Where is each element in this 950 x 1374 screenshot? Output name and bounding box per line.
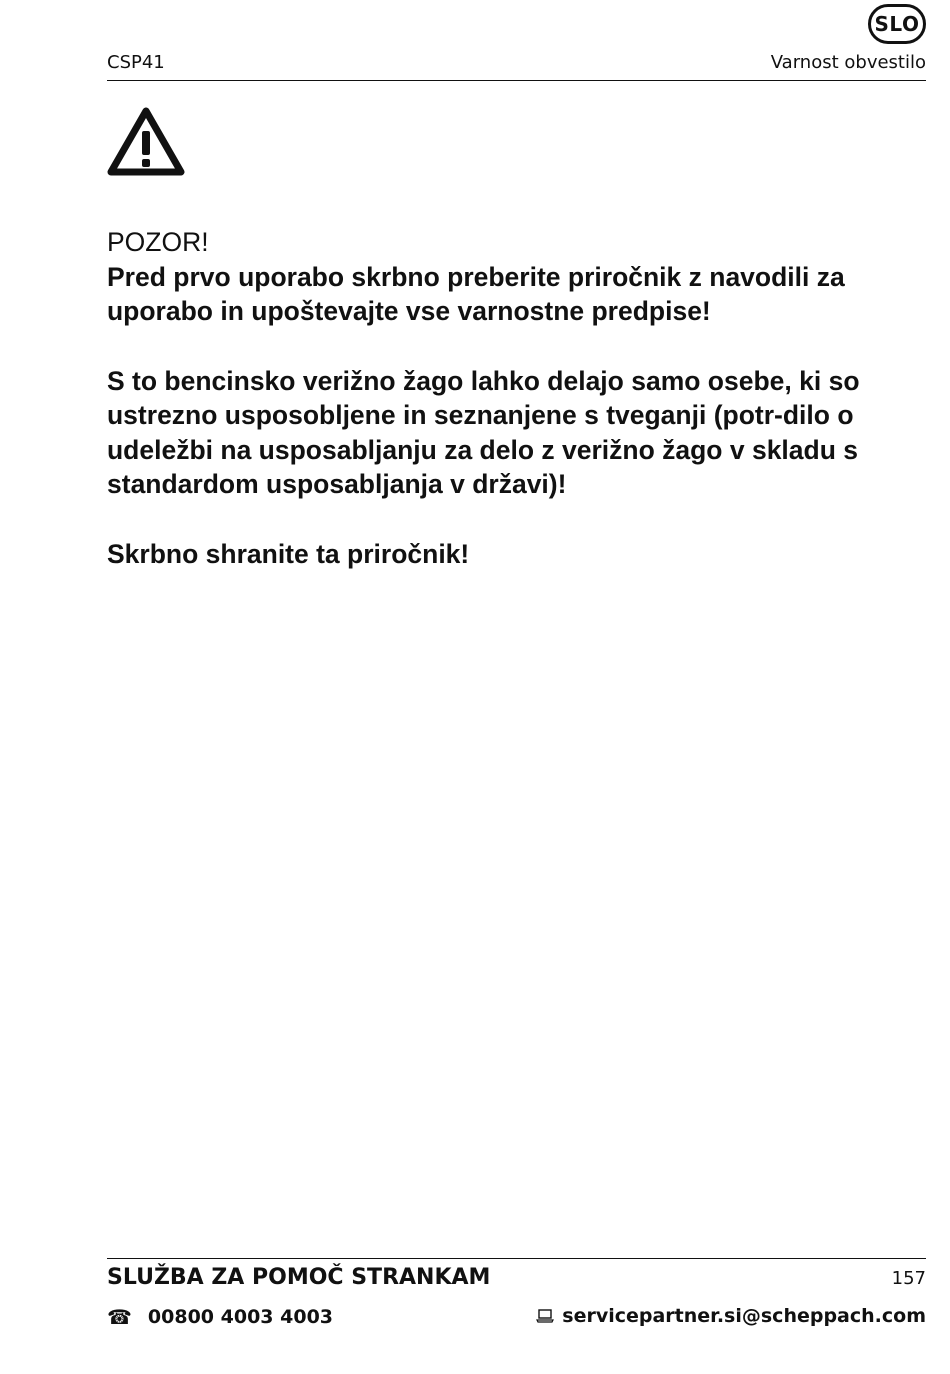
customer-service-title: SLUŽBA ZA POMOČ STRANKAM	[107, 1265, 491, 1290]
model-name: CSP41	[107, 52, 165, 73]
warning-read-manual: Pred prvo uporabo skrbno preberite priročnik z navodili za uporabo in upoštevajte vse varnostne predpise!	[107, 261, 845, 326]
warning-qualified-persons: S to bencinsko verižno žago lahko delajo samo osebe, ki so ustrezno usposobljene in seznanjene s tveganji (potr-dilo o udeležbi na usposabljanju za delo z verižno žago v skladu s standardom usposabljanja v državi)!	[107, 365, 860, 499]
language-badge: SLO	[868, 4, 926, 44]
safety-warning	[107, 225, 927, 606]
email-address: servicepartner.si@scheppach.com	[562, 1305, 926, 1327]
warning-keep-manual: Skrbno shranite ta priročnik!	[107, 538, 470, 569]
section-title: Varnost obvestilo	[770, 52, 926, 73]
header-divider	[107, 80, 926, 81]
laptop-icon	[536, 1308, 554, 1324]
page-number: 157	[891, 1268, 926, 1289]
footer-divider	[107, 1258, 926, 1259]
service-email	[536, 1305, 926, 1327]
warning-triangle-icon	[107, 106, 185, 176]
warning-title: POZOR!	[107, 227, 209, 257]
phone-number: 00800 4003 4003	[147, 1306, 334, 1328]
service-phone	[107, 1305, 333, 1329]
phone-icon: ☎	[107, 1305, 132, 1329]
